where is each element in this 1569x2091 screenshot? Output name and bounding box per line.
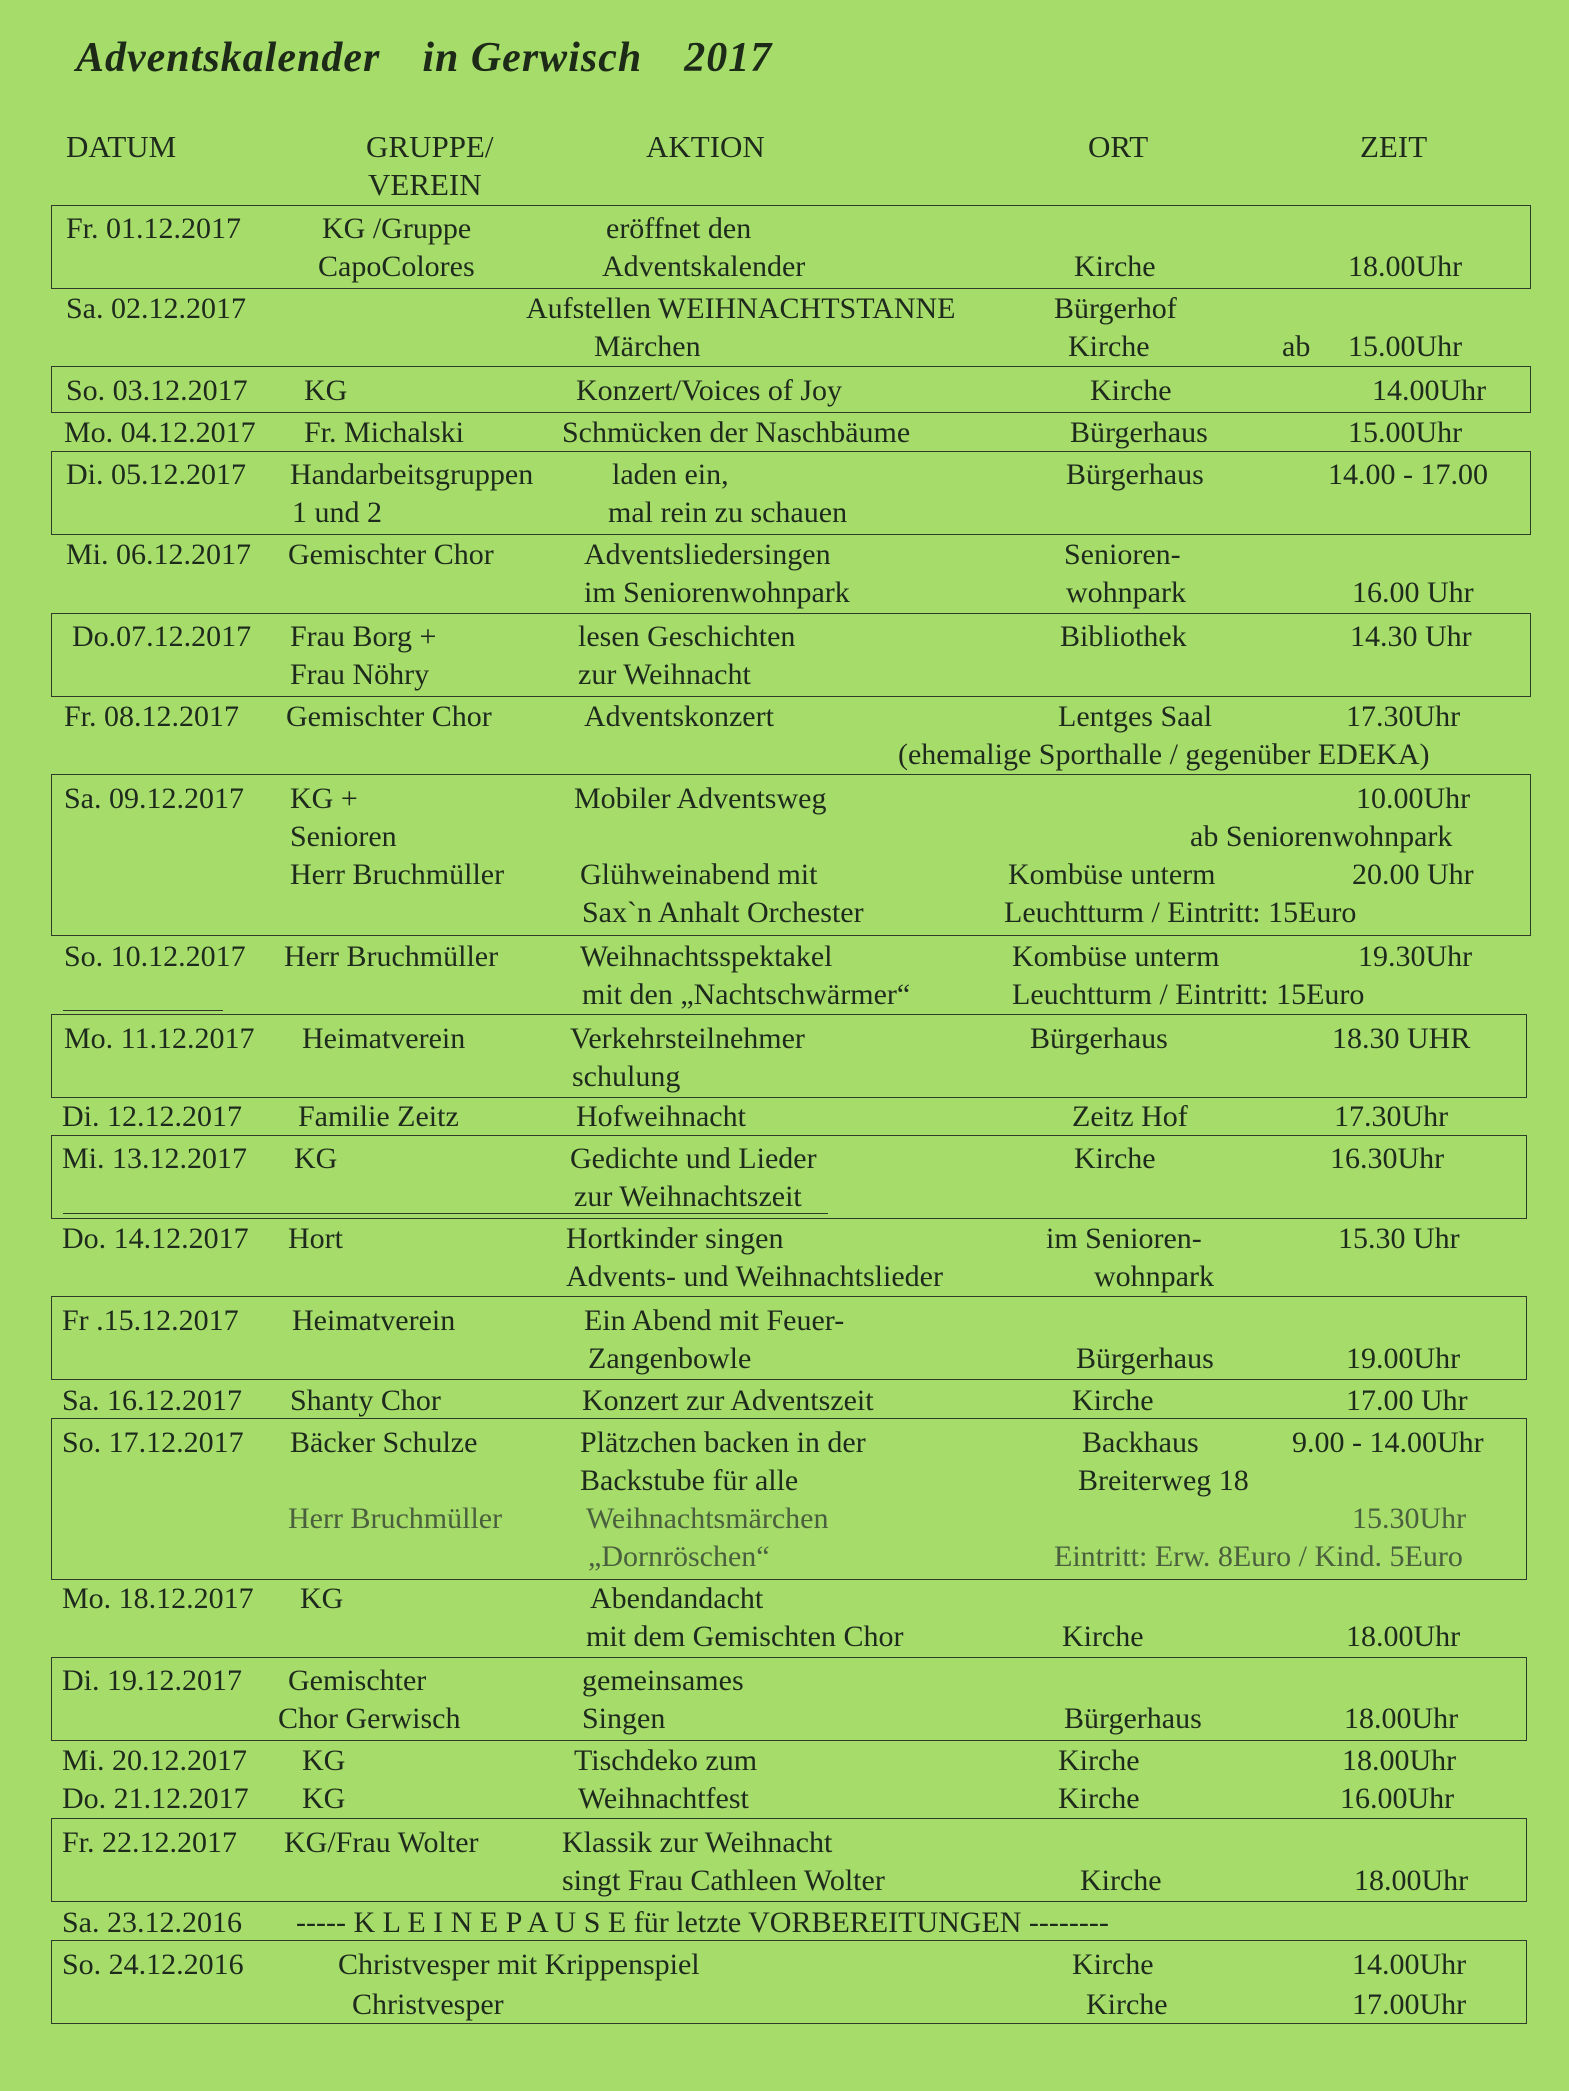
group-19b: Chor Gerwisch: [278, 1702, 461, 1735]
date-12: Di. 12.12.2017: [62, 1100, 242, 1133]
date-17: So. 17.12.2017: [62, 1426, 244, 1459]
place-19: Bürgerhaus: [1064, 1702, 1202, 1735]
header-verein: VEREIN: [368, 167, 482, 202]
place-10a: Kombüse unterm: [1012, 940, 1220, 973]
time-20: 18.00Uhr: [1342, 1744, 1457, 1777]
group-06: Gemischter Chor: [288, 538, 494, 571]
time-17c: 15.30Uhr: [1352, 1502, 1467, 1535]
ab-02: ab: [1282, 330, 1311, 363]
group-07b: Frau Nöhry: [290, 658, 430, 691]
action-04: Schmücken der Naschbäume: [562, 416, 911, 449]
action-09c: Glühweinabend mit: [580, 858, 818, 891]
action-05a: laden ein,: [612, 458, 729, 491]
place-14a: im Senioren-: [1046, 1222, 1202, 1255]
action-10a: Weihnachtsspektakel: [580, 940, 833, 973]
action-11b: schulung: [572, 1060, 681, 1093]
header-datum: DATUM: [66, 129, 177, 164]
action-13b: zur Weihnachtszeit: [574, 1180, 802, 1213]
time-21: 16.00Uhr: [1340, 1782, 1455, 1815]
place-18: Kirche: [1062, 1620, 1144, 1653]
place-09a: ab Seniorenwohnpark: [1190, 820, 1453, 853]
time-16: 17.00 Uhr: [1346, 1384, 1468, 1417]
action-06a: Adventsliedersingen: [584, 538, 831, 571]
place-15: Bürgerhaus: [1076, 1342, 1214, 1375]
place-01: Kirche: [1074, 250, 1156, 283]
action-24a: Christvesper mit Krippenspiel: [338, 1948, 700, 1981]
action-05b: mal rein zu schauen: [608, 496, 848, 529]
header-gruppe: GRUPPE/: [366, 129, 494, 164]
time-10: 19.30Uhr: [1358, 940, 1473, 973]
place-03: Kirche: [1090, 374, 1172, 407]
group-17c: Herr Bruchmüller: [288, 1502, 503, 1535]
time-01: 18.00Uhr: [1348, 250, 1463, 283]
date-06: Mi. 06.12.2017: [66, 538, 252, 571]
place-05: Bürgerhaus: [1066, 458, 1204, 491]
group-04: Fr. Michalski: [304, 416, 465, 449]
action-09d: Sax`n Anhalt Orchester: [582, 896, 864, 929]
group-22: KG/Frau Wolter: [284, 1826, 479, 1859]
action-03: Konzert/Voices of Joy: [576, 374, 843, 407]
place-02b: Kirche: [1068, 330, 1150, 363]
title-part-1: Adventskalender: [76, 35, 381, 81]
date-08: Fr. 08.12.2017: [64, 700, 240, 733]
action-15b: Zangenbowle: [588, 1342, 752, 1375]
date-15: Fr .15.12.2017: [62, 1304, 239, 1337]
time-12: 17.30Uhr: [1334, 1100, 1449, 1133]
place-21: Kirche: [1058, 1782, 1140, 1815]
action-12: Hofweihnacht: [576, 1100, 746, 1133]
place-07: Bibliothek: [1060, 620, 1187, 653]
date-11: Mo. 11.12.2017: [64, 1022, 255, 1055]
place-22: Kirche: [1080, 1864, 1162, 1897]
action-14a: Hortkinder singen: [566, 1222, 784, 1255]
group-10: Herr Bruchmüller: [284, 940, 499, 973]
date-05: Di. 05.12.2017: [66, 458, 246, 491]
title-part-2: in Gerwisch: [422, 35, 643, 81]
time-22: 18.00Uhr: [1354, 1864, 1469, 1897]
group-18: KG: [300, 1582, 344, 1615]
action-22b: singt Frau Cathleen Wolter: [562, 1864, 885, 1897]
group-20: KG: [302, 1744, 346, 1777]
action-10b: mit den „Nachtschwärmer“: [582, 978, 911, 1011]
place-14b: wohnpark: [1094, 1260, 1214, 1293]
time-18: 18.00Uhr: [1346, 1620, 1461, 1653]
group-19a: Gemischter: [288, 1664, 427, 1697]
date-24: So. 24.12.2016: [62, 1948, 244, 1981]
action-01a: eröffnet den: [606, 212, 752, 245]
time-13: 16.30Uhr: [1330, 1142, 1445, 1175]
time-08: 17.30Uhr: [1346, 700, 1461, 733]
time-17a: 9.00 - 14.00Uhr: [1292, 1426, 1484, 1459]
time-06: 16.00 Uhr: [1352, 576, 1474, 609]
place-06a: Senioren-: [1064, 538, 1181, 571]
group-05a: Handarbeitsgruppen: [290, 458, 534, 491]
place-20: Kirche: [1058, 1744, 1140, 1777]
action-07b: zur Weihnacht: [578, 658, 751, 691]
pause-23: ----- K L E I N E P A U S E für letzte VORBEREITUNGEN --------: [296, 1906, 1109, 1939]
date-10: So. 10.12.2017: [64, 940, 246, 973]
time-14: 15.30 Uhr: [1338, 1222, 1460, 1255]
group-13: KG: [294, 1142, 338, 1175]
date-21: Do. 21.12.2017: [62, 1782, 249, 1815]
action-16: Konzert zur Adventszeit: [582, 1384, 874, 1417]
group-05b: 1 und 2: [292, 496, 382, 529]
place-06b: wohnpark: [1066, 576, 1186, 609]
action-15a: Ein Abend mit Feuer-: [584, 1304, 845, 1337]
group-03: KG: [304, 374, 348, 407]
action-02b: Märchen: [594, 330, 701, 363]
header-zeit: ZEIT: [1360, 129, 1428, 164]
entry-box-24: [51, 1940, 1527, 2024]
action-19a: gemeinsames: [582, 1664, 744, 1697]
time-09c: 20.00 Uhr: [1352, 858, 1474, 891]
date-19: Di. 19.12.2017: [62, 1664, 242, 1697]
action-06b: im Seniorenwohnpark: [584, 576, 850, 609]
entry-box-19: [51, 1657, 1527, 1741]
place-11: Bürgerhaus: [1030, 1022, 1168, 1055]
time-05: 14.00 - 17.00: [1328, 458, 1488, 491]
group-08: Gemischter Chor: [286, 700, 492, 733]
group-09c: Herr Bruchmüller: [290, 858, 505, 891]
action-17a: Plätzchen backen in der: [580, 1426, 866, 1459]
place-17a: Backhaus: [1082, 1426, 1199, 1459]
place-09d: Leuchtturm / Eintritt: 15Euro: [1004, 896, 1357, 929]
place-09c: Kombüse unterm: [1008, 858, 1216, 891]
action-07a: lesen Geschichten: [578, 620, 796, 653]
page-title: [76, 34, 814, 82]
group-17a: Bäcker Schulze: [290, 1426, 478, 1459]
group-21: KG: [302, 1782, 346, 1815]
action-17d: „Dornröschen“: [588, 1540, 770, 1573]
date-13: Mi. 13.12.2017: [62, 1142, 248, 1175]
action-18a: Abendandacht: [590, 1582, 764, 1615]
date-20: Mi. 20.12.2017: [62, 1744, 248, 1777]
date-14: Do. 14.12.2017: [62, 1222, 249, 1255]
time-19: 18.00Uhr: [1344, 1702, 1459, 1735]
action-21: Weihnachtfest: [578, 1782, 749, 1815]
action-13a: Gedichte und Lieder: [570, 1142, 817, 1175]
place-24a: Kirche: [1072, 1948, 1154, 1981]
time-09a: 10.00Uhr: [1356, 782, 1471, 815]
time-03: 14.00Uhr: [1372, 374, 1487, 407]
action-18b: mit dem Gemischten Chor: [586, 1620, 904, 1653]
place-24b: Kirche: [1086, 1988, 1168, 2021]
note-08: (ehemalige Sporthalle / gegenüber EDEKA): [898, 738, 1430, 771]
action-09a: Mobiler Adventsweg: [574, 782, 827, 815]
date-18: Mo. 18.12.2017: [62, 1582, 254, 1615]
date-07: Do.07.12.2017: [72, 620, 252, 653]
time-07: 14.30 Uhr: [1350, 620, 1472, 653]
group-12: Familie Zeitz: [298, 1100, 459, 1133]
action-11a: Verkehrsteilnehmer: [570, 1022, 805, 1055]
place-17b: Breiterweg 18: [1078, 1464, 1249, 1497]
group-16: Shanty Chor: [290, 1384, 441, 1417]
time-24a: 14.00Uhr: [1352, 1948, 1467, 1981]
place-02a: Bürgerhof: [1054, 292, 1177, 325]
time-15: 19.00Uhr: [1346, 1342, 1461, 1375]
action-22a: Klassik zur Weihnacht: [562, 1826, 833, 1859]
group-09b: Senioren: [290, 820, 397, 853]
place-04: Bürgerhaus: [1070, 416, 1208, 449]
group-07a: Frau Borg +: [290, 620, 437, 653]
group-15: Heimatverein: [292, 1304, 456, 1337]
action-19b: Singen: [582, 1702, 666, 1735]
date-09: Sa. 09.12.2017: [64, 782, 244, 815]
underline-mark: [63, 1010, 223, 1011]
time-11: 18.30 UHR: [1332, 1022, 1471, 1055]
action-08: Adventskonzert: [584, 700, 774, 733]
group-14: Hort: [288, 1222, 343, 1255]
title-part-3: 2017: [684, 35, 773, 81]
place-08: Lentges Saal: [1058, 700, 1213, 733]
header-ort: ORT: [1088, 129, 1149, 164]
date-22: Fr. 22.12.2017: [62, 1826, 238, 1859]
action-20: Tischdeko zum: [574, 1744, 758, 1777]
action-24b: Christvesper: [352, 1988, 504, 2021]
action-01b: Adventskalender: [602, 250, 806, 283]
time-04: 15.00Uhr: [1348, 416, 1463, 449]
date-03: So. 03.12.2017: [66, 374, 248, 407]
place-12: Zeitz Hof: [1072, 1100, 1188, 1133]
place-17d: Eintritt: Erw. 8Euro / Kind. 5Euro: [1054, 1540, 1463, 1573]
place-13: Kirche: [1074, 1142, 1156, 1175]
time-02: 15.00Uhr: [1348, 330, 1463, 363]
date-16: Sa. 16.12.2017: [62, 1384, 242, 1417]
date-01: Fr. 01.12.2017: [66, 212, 242, 245]
group-11: Heimatverein: [302, 1022, 466, 1055]
action-17c: Weihnachtsmärchen: [586, 1502, 829, 1535]
header-aktion: AKTION: [646, 129, 765, 164]
date-23: Sa. 23.12.2016: [62, 1906, 242, 1939]
action-14b: Advents- und Weihnachtslieder: [566, 1260, 943, 1293]
place-10b: Leuchtturm / Eintritt: 15Euro: [1012, 978, 1365, 1011]
group-01a: KG /Gruppe: [322, 212, 472, 245]
action-02a: Aufstellen WEIHNACHTSTANNE: [526, 292, 956, 325]
time-24b: 17.00Uhr: [1352, 1988, 1467, 2021]
action-17b: Backstube für alle: [580, 1464, 799, 1497]
group-01b: CapoColores: [318, 250, 475, 283]
date-02: Sa. 02.12.2017: [66, 292, 246, 325]
group-09a: KG +: [290, 782, 358, 815]
place-16: Kirche: [1072, 1384, 1154, 1417]
date-04: Mo. 04.12.2017: [64, 416, 256, 449]
